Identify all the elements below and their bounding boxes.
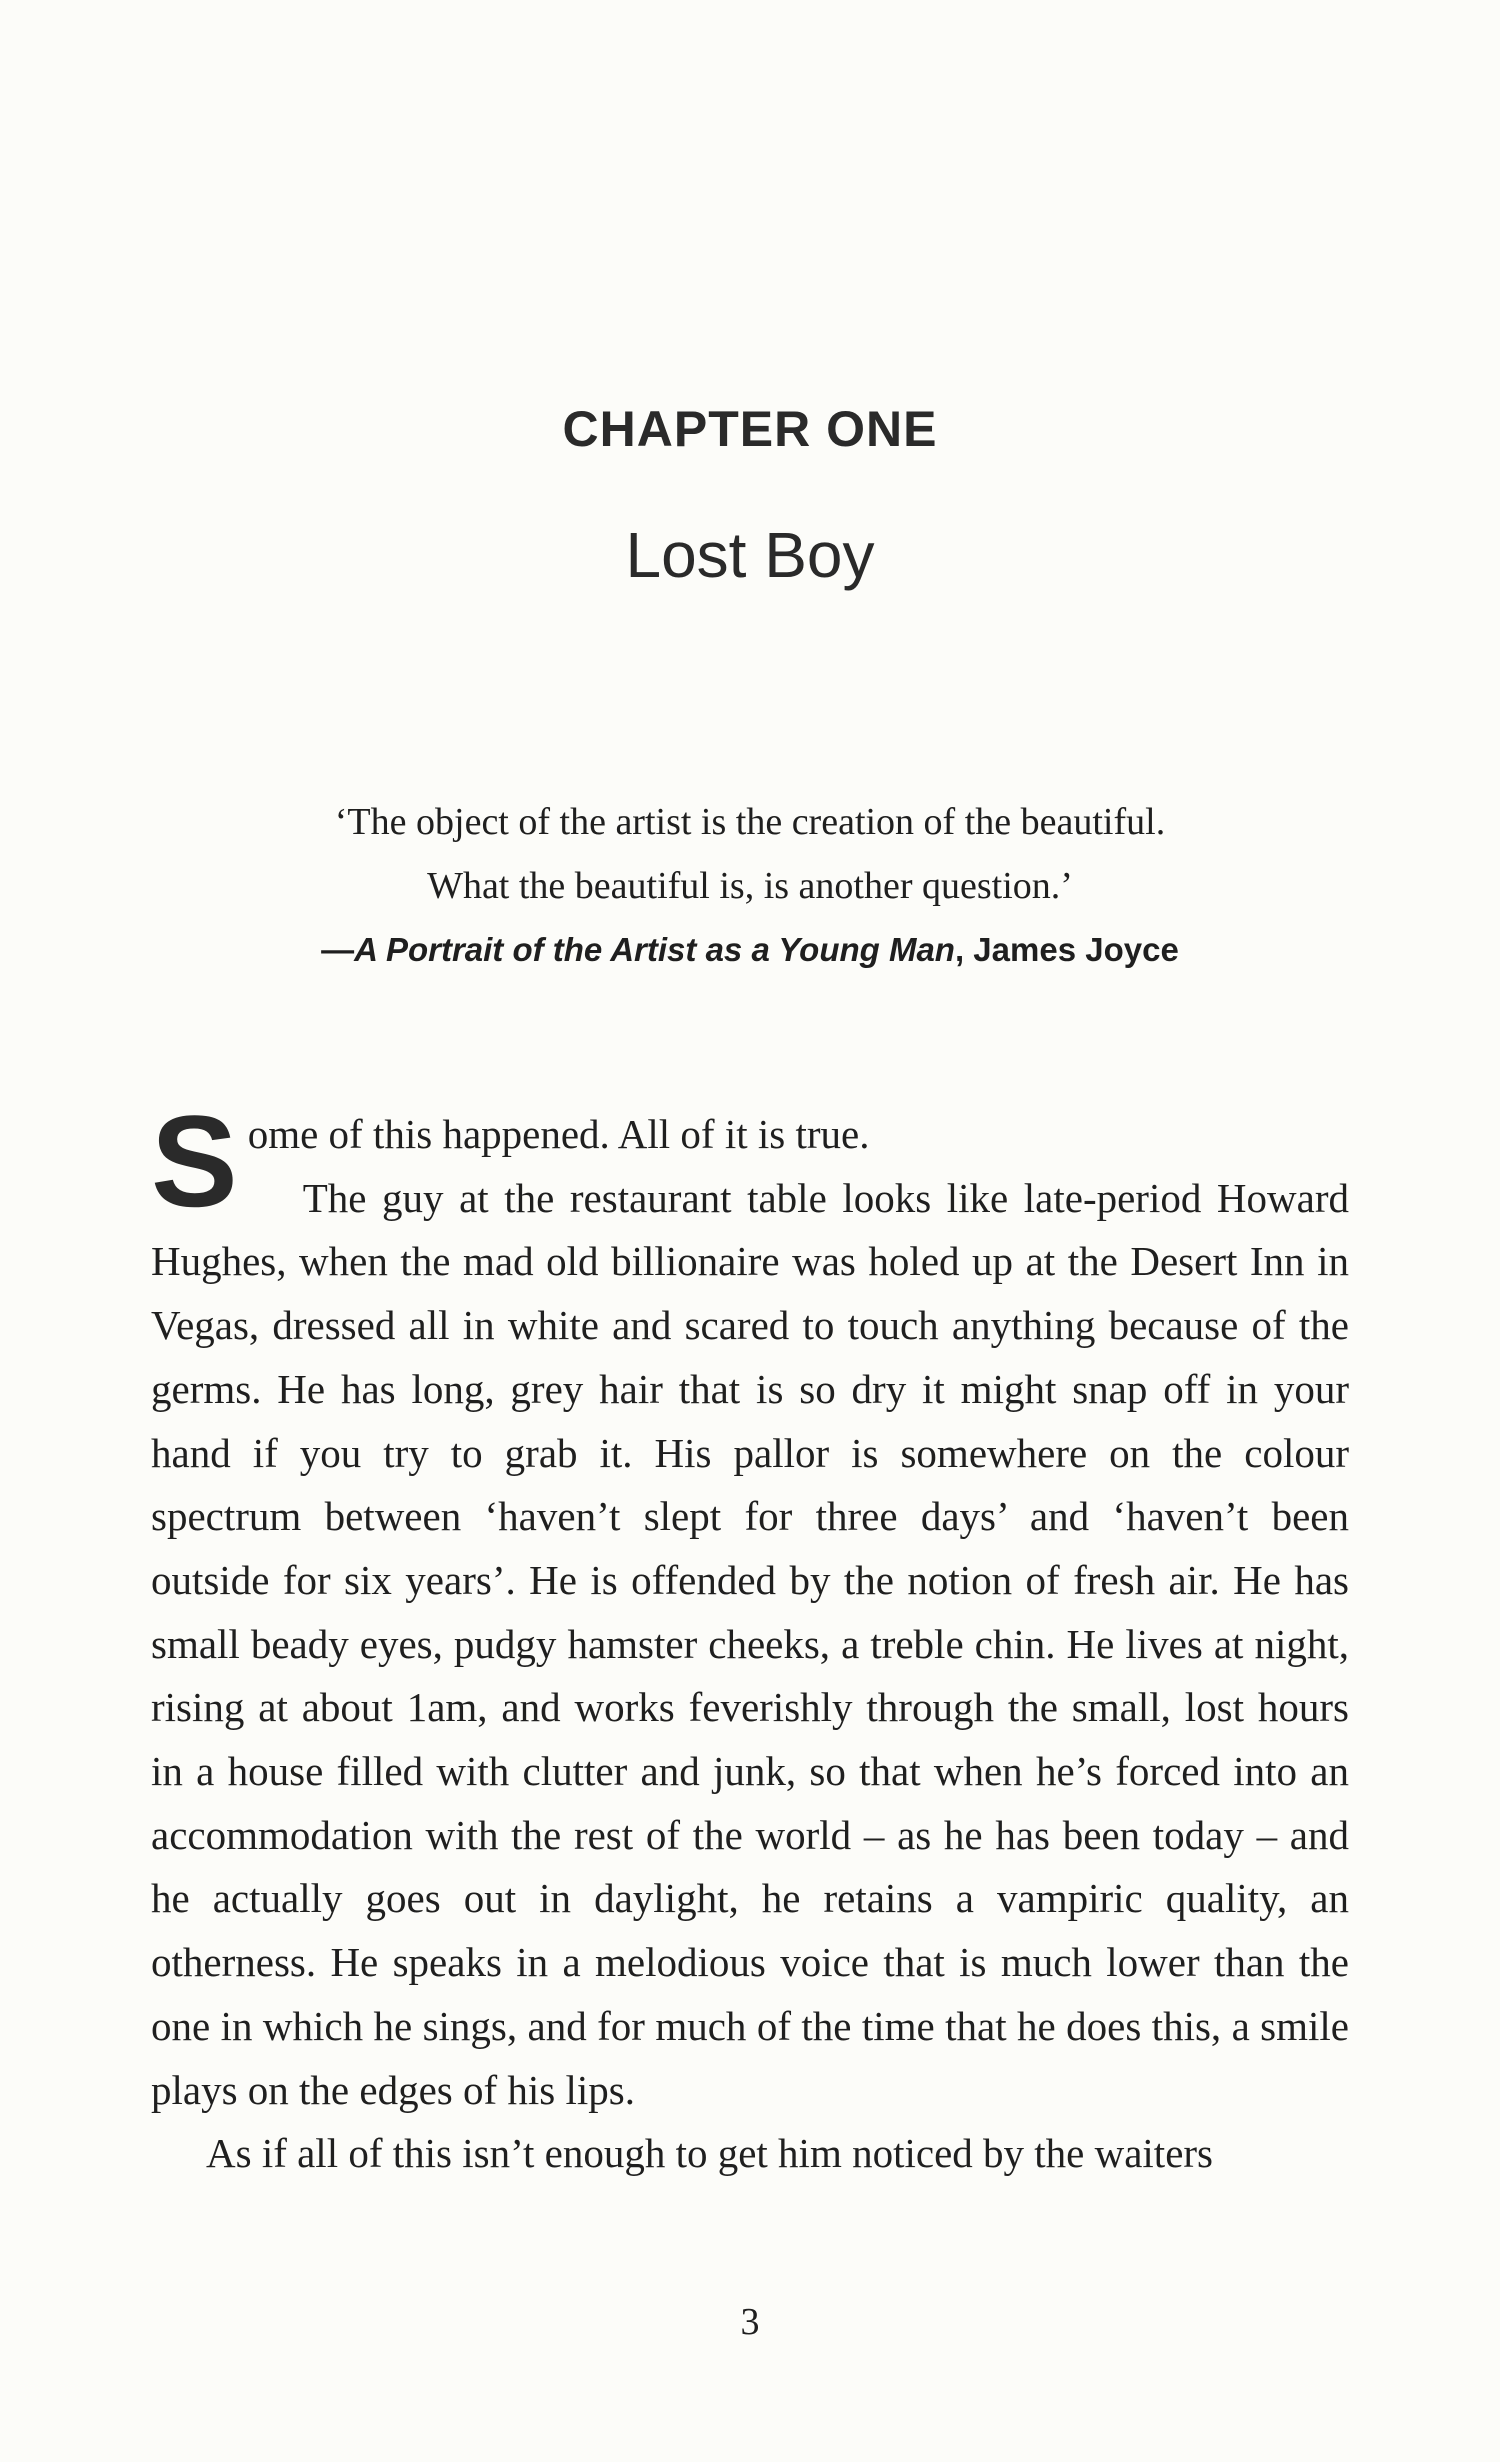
epigraph-work-title: A Portrait of the Artist as a Young Man [354, 931, 955, 968]
chapter-label: CHAPTER ONE [562, 401, 938, 457]
drop-cap: S [151, 1088, 238, 1234]
epigraph-line-2: What the beautiful is, is another question.’ [427, 865, 1073, 907]
page-number: 3 [740, 2301, 760, 2343]
body-text [151, 1088, 1349, 2186]
paragraph-2: The guy at the restaurant table looks like late-period Howard Hughes, when the mad old billionaire was holed up at the Desert Inn in Vegas, dressed all in white and scared to touch anything because of the germs. He has long, grey hair that is so dry it might snap off in your hand if you try to grab it. His pallor is somewhere on the colour spectrum between ‘haven’t slept for three days’ and ‘haven’t been outside for six years’. He is offended by the notion of fresh air. He has small beady eyes, pudgy hamster cheeks, a treble chin. He lives at night, rising at about 1am, and works feverishly through the small, lost hours in a house filled with clutter and junk, so that when he’s forced into an accommodation with the rest of the world – as he has been today – and he actually goes out in daylight, he retains a vampiric quality, an otherness. He speaks in a melodious voice that is much lower than the one in which he sings, and for much of the time that he does this, a smile plays on the edges of his lips. [151, 1174, 1349, 2113]
epigraph-author: , James Joyce [954, 931, 1179, 968]
chapter-title: Lost Boy [625, 519, 875, 591]
epigraph [0, 790, 1500, 982]
epigraph-dash: — [321, 931, 355, 968]
epigraph-attribution [0, 918, 1500, 982]
paragraph-opening [151, 1088, 1349, 1234]
paragraph-3: As if all of this isn’t enough to get him noticed by the waiters [206, 2130, 1214, 2177]
epigraph-line-1: ‘The object of the artist is the creation of the beautiful. [334, 801, 1166, 843]
opening-sentence: ome of this happened. All of it is true. [247, 1111, 870, 1157]
